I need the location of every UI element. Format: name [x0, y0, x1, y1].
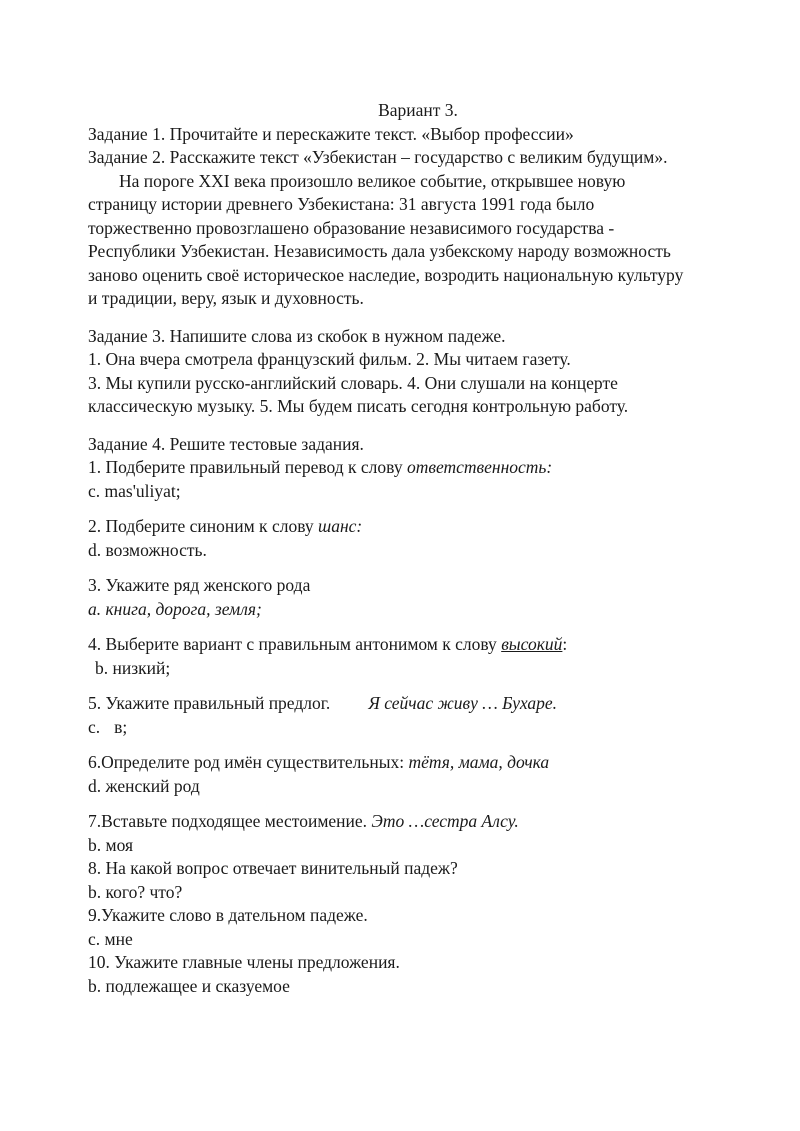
paragraph-line: и традиции, веру, язык и духовность. [88, 288, 364, 308]
question-word: ответственность: [406, 457, 553, 477]
paragraph-line: торжественно провозглашено образование независимого государства - [88, 217, 615, 238]
question-word: шанс: [317, 516, 363, 536]
task-3-line: 3. Мы купили русско-английский словарь. 4. Они слушали на концерте [88, 372, 618, 393]
answer-4: b. низкий; [95, 657, 171, 678]
paragraph-line: страницу истории древнего Узбекистана: 31 августа 1991 года было [88, 194, 595, 214]
task-3-line: 1. Она вчера смотрела французский фильм. 2. Мы читаем газету. [88, 349, 571, 369]
answer-1: c. mas'uliyat; [88, 480, 181, 501]
task-3-heading: Задание 3. Напишите слова из скобок в нужном падеже. [88, 325, 506, 346]
question-10: 10. Укажите главные члены предложения. [88, 952, 400, 972]
question-4 [88, 633, 768, 657]
question-5 [88, 692, 768, 716]
question-8: 8. На какой вопрос отвечает винительный падеж? [88, 858, 458, 878]
task-4 [88, 433, 768, 999]
question-3: 3. Укажите ряд женского рода [88, 575, 311, 595]
question-text: 5. Укажите правильный предлог. [88, 693, 331, 713]
document-body [88, 99, 768, 998]
answer-3: a. книга, дорога, земля; [88, 598, 262, 619]
question-example: Я сейчас живу … Бухаре. [368, 693, 558, 713]
question-text: 1. Подберите правильный перевод к слову [88, 457, 407, 477]
question-2 [88, 515, 768, 539]
question-text: 2. Подберите синоним к слову [88, 516, 318, 536]
answer-6: d. женский род [88, 775, 200, 796]
answer-9: c. мне [88, 928, 133, 949]
task-1: Задание 1. Прочитайте и перескажите текст. «Выбор профессии» [88, 123, 574, 144]
question-word: высокий [501, 634, 563, 654]
question-6 [88, 751, 768, 775]
paragraph-line: На пороге XXI века произошло великое событие, открывшее новую [119, 170, 626, 191]
text-paragraph [88, 170, 768, 311]
task-3 [88, 325, 768, 419]
question-1 [88, 456, 768, 480]
answer-5 [88, 716, 768, 740]
question-text: 6.Определите род имён существительных: [88, 752, 409, 772]
variant-title: Вариант 3. [378, 100, 458, 120]
answer-text: в; [114, 716, 128, 737]
question-example: Это …сестра Алсу. [371, 811, 519, 831]
paragraph-line: заново оценить своё историческое наследие, возродить национальную культуру [88, 264, 684, 285]
paragraph-line: Республики Узбекистан. Независимость дала узбекскому народу возможность [88, 241, 671, 261]
question-words: тётя, мама, дочка [408, 752, 550, 772]
answer-10: b. подлежащее и сказуемое [88, 975, 290, 996]
task-2: Задание 2. Расскажите текст «Узбекистан – государство с великим будущим». [88, 147, 668, 167]
question-text: 4. Выберите вариант с правильным антонимом к слову [88, 634, 502, 654]
task-4-heading: Задание 4. Решите тестовые задания. [88, 433, 364, 454]
question-7 [88, 810, 768, 834]
answer-7: b. моя [88, 834, 134, 855]
answer-letter: c. [88, 716, 101, 737]
task-3-line: классическую музыку. 5. Мы будем писать сегодня контрольную работу. [88, 396, 629, 416]
question-text: 7.Вставьте подходящее местоимение. [88, 811, 372, 831]
question-colon: : [562, 634, 568, 654]
question-9: 9.Укажите слово в дательном падеже. [88, 905, 368, 925]
answer-8: b. кого? что? [88, 881, 183, 902]
answer-2: d. возможность. [88, 539, 207, 560]
